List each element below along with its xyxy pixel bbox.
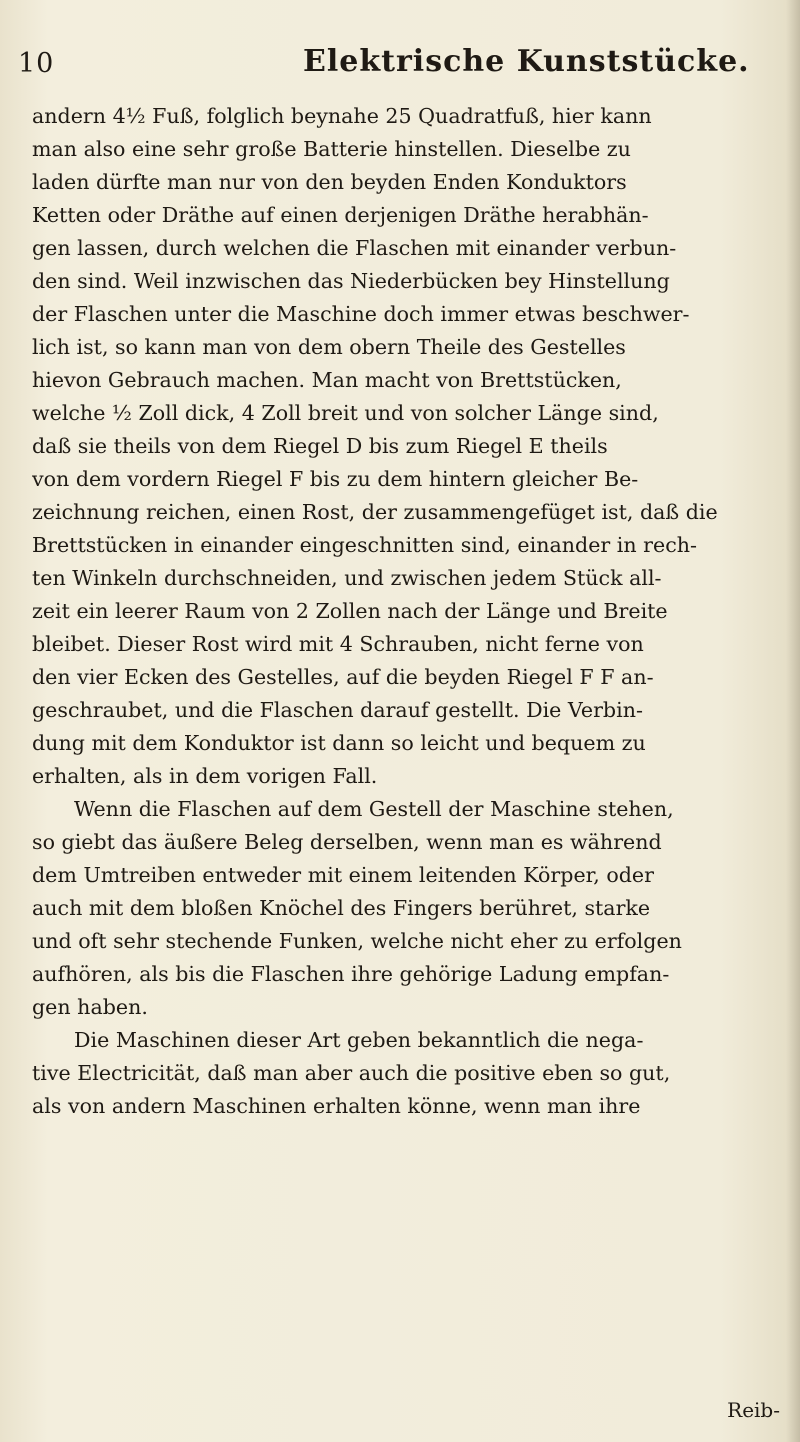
- text-line: man also eine sehr große Batterie hinstellen. Dieselbe zu: [32, 137, 631, 161]
- paragraph-1: [32, 100, 784, 793]
- text-line: welche ½ Zoll dick, 4 Zoll breit und von solcher Länge sind,: [32, 401, 659, 425]
- text-line: gen haben.: [32, 995, 148, 1019]
- text-line: hievon Gebrauch machen. Man macht von Brettstücken,: [32, 368, 622, 392]
- text-line: daß sie theils von dem Riegel D bis zum Riegel E theils: [32, 434, 608, 458]
- text-line: von dem vordern Riegel F bis zu dem hintern gleicher Be-: [32, 467, 639, 491]
- body-text: [32, 100, 784, 1123]
- text-line: bleibet. Dieser Rost wird mit 4 Schrauben, nicht ferne von: [32, 632, 644, 656]
- page-header: [18, 44, 780, 88]
- text-line: so giebt das äußere Beleg derselben, wenn man es während: [32, 830, 662, 854]
- paragraph-2: [32, 793, 784, 1024]
- text-line: auch mit dem bloßen Knöchel des Fingers berühret, starke: [32, 896, 651, 920]
- text-line: und oft sehr stechende Funken, welche nicht eher zu erfolgen: [32, 929, 682, 953]
- text-line: ten Winkeln durchschneiden, und zwischen jedem Stück all-: [32, 566, 662, 590]
- page-number: 10: [18, 48, 55, 79]
- text-line: zeit ein leerer Raum von 2 Zollen nach der Länge und Breite: [32, 599, 668, 623]
- text-line: erhalten, als in dem vorigen Fall.: [32, 764, 378, 788]
- text-line: den sind. Weil inzwischen das Niederbücken bey Hinstellung: [32, 269, 670, 293]
- text-line: als von andern Maschinen erhalten könne, wenn man ihre: [32, 1094, 641, 1118]
- text-line: dung mit dem Konduktor ist dann so leicht und bequem zu: [32, 731, 646, 755]
- text-line: laden dürfte man nur von den beyden Enden Konduktors: [32, 170, 627, 194]
- text-line: tive Electricität, daß man aber auch die positive eben so gut,: [32, 1061, 671, 1085]
- text-line: Wenn die Flaschen auf dem Gestell der Maschine stehen,: [74, 797, 674, 821]
- text-line: andern 4½ Fuß, folglich beynahe 25 Quadratfuß, hier kann: [32, 104, 652, 128]
- running-title: Elektrische Kunststücke.: [303, 44, 750, 79]
- text-line: lich ist, so kann man von dem obern Theile des Gestelles: [32, 335, 626, 359]
- text-line: dem Umtreiben entweder mit einem leitenden Körper, oder: [32, 863, 654, 887]
- text-line: zeichnung reichen, einen Rost, der zusammengefüget ist, daß die: [32, 500, 718, 524]
- text-line: aufhören, als bis die Flaschen ihre gehörige Ladung empfan-: [32, 962, 670, 986]
- text-line: gen lassen, durch welchen die Flaschen mit einander verbun-: [32, 236, 677, 260]
- text-line: den vier Ecken des Gestelles, auf die beyden Riegel F F an-: [32, 665, 654, 689]
- paragraph-3: [32, 1024, 784, 1123]
- text-line: Ketten oder Dräthe auf einen derjenigen Dräthe herabhän-: [32, 203, 649, 227]
- text-line: der Flaschen unter die Maschine doch immer etwas beschwer-: [32, 302, 690, 326]
- text-line: geschraubet, und die Flaschen darauf gestellt. Die Verbin-: [32, 698, 643, 722]
- text-line: Die Maschinen dieser Art geben bekanntlich die nega-: [74, 1028, 644, 1052]
- page-edge-shadow: [786, 0, 800, 1442]
- catchword: Reib-: [727, 1398, 780, 1422]
- text-line: Brettstücken in einander eingeschnitten sind, einander in rech-: [32, 533, 697, 557]
